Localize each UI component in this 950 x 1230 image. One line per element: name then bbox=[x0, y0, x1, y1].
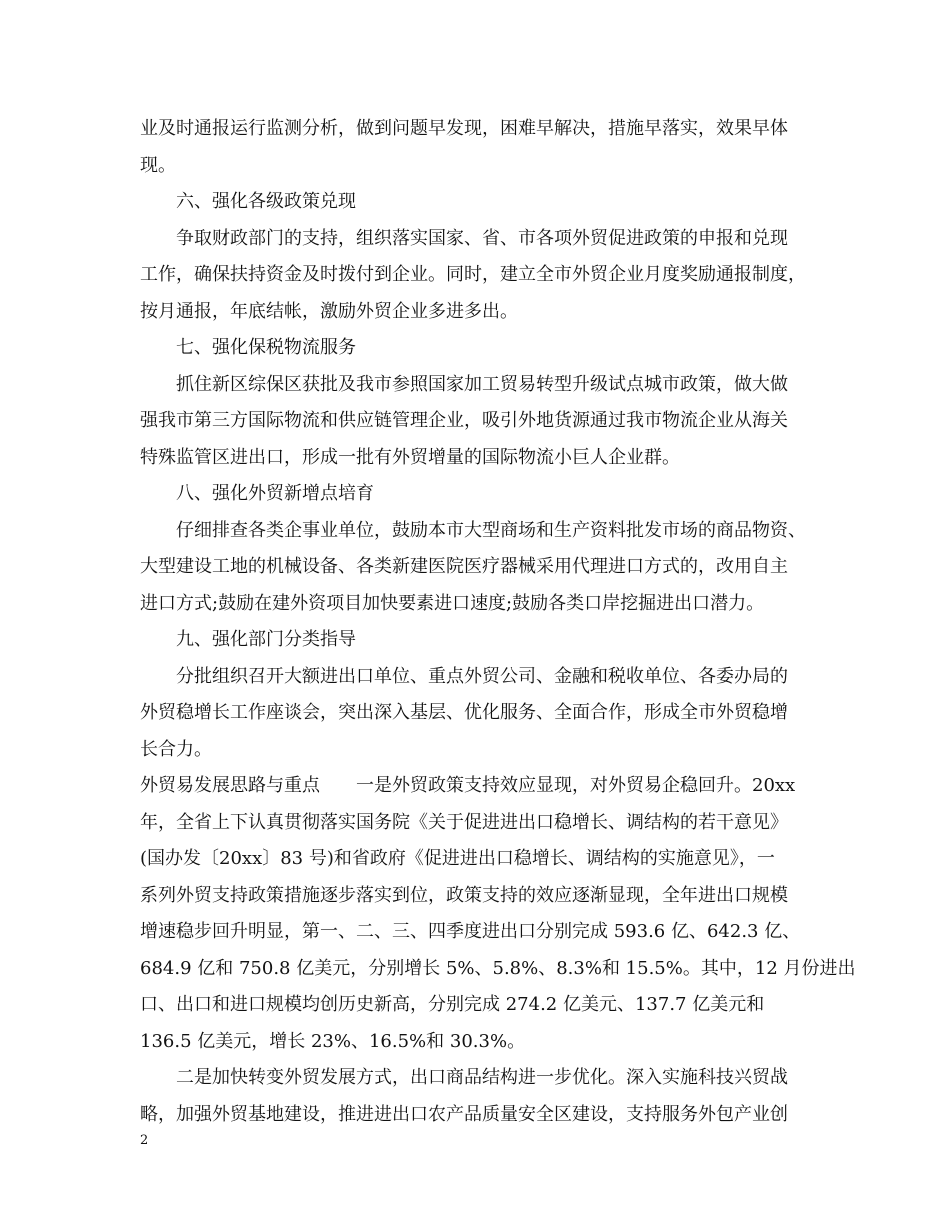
text-line: (国办发〔20xx〕83 号)和省政府《促进进出口稳增长、调结构的实施意见》，一 bbox=[140, 848, 775, 869]
text-line: 分批组织召开大额进出口单位、重点外贸公司、金融和税收单位、各委办局的 bbox=[140, 665, 788, 687]
text-line: 七、强化保税物流服务 bbox=[140, 337, 356, 358]
text-line: 按月通报，年底结帐，激励外贸企业多进多出。 bbox=[140, 300, 518, 322]
text-line: 业及时通报运行监测分析，做到问题早发现，困难早解决，措施早落实，效果早体 bbox=[140, 118, 788, 139]
text-line: 八、强化外贸新增点培育 bbox=[140, 483, 374, 504]
text-line: 仔细排查各类企事业单位，鼓励本市大型商场和生产资料批发市场的商品物资、 bbox=[140, 519, 806, 541]
text-line: 136.5 亿美元，增长 23%、16.5%和 30.3%。 bbox=[140, 1030, 526, 1052]
text-line: 工作，确保扶持资金及时拨付到企业。同时，建立全市外贸企业月度奖励通报制度， bbox=[140, 264, 806, 285]
text-line: 大型建设工地的机械设备、各类新建医院医疗器械采用代理进口方式的，改用自主 bbox=[140, 556, 788, 577]
text-line: 九、强化部门分类指导 bbox=[140, 629, 356, 650]
text-line: 强我市第三方国际物流和供应链管理企业，吸引外地货源通过我市物流企业从海关 bbox=[140, 410, 788, 431]
text-line: 684.9 亿和 750.8 亿美元，分别增长 5%、5.8%、8.3%和 15.5%。其中，12 月份进出 bbox=[140, 957, 856, 979]
text-line: 六、强化各级政策兑现 bbox=[140, 191, 356, 212]
text-line: 年，全省上下认真贯彻落实国务院《关于促进进出口稳增长、调结构的若干意见》 bbox=[140, 811, 788, 833]
text-line: 特殊监管区进出口，形成一批有外贸增量的国际物流小巨人企业群。 bbox=[140, 446, 680, 468]
text-line: 外贸易发展思路与重点 一是外贸政策支持效应显现，对外贸易企稳回升。20xx bbox=[140, 775, 796, 796]
text-line: 口、出口和进口规模均创历史新高，分别完成 274.2 亿美元、137.7 亿美元和 bbox=[140, 994, 765, 1015]
text-line: 二是加快转变外贸发展方式，出口商品结构进一步优化。深入实施科技兴贸战 bbox=[140, 1067, 788, 1088]
text-line: 外贸稳增长工作座谈会，突出深入基层、优化服务、全面合作，形成全市外贸稳增 bbox=[140, 702, 788, 723]
text-line: 略，加强外贸基地建设，推进进出口农产品质量安全区建设，支持服务外包产业创 bbox=[140, 1103, 788, 1125]
page-number: 2 bbox=[140, 1133, 149, 1148]
text-line: 系列外贸支持政策措施逐步落实到位，政策支持的效应逐渐显现，全年进出口规模 bbox=[140, 884, 788, 906]
text-line: 抓住新区综保区获批及我市参照国家加工贸易转型升级试点城市政策，做大做 bbox=[140, 373, 788, 395]
text-line: 长合力。 bbox=[140, 738, 212, 760]
text-line: 增速稳步回升明显，第一、二、三、四季度进出口分别完成 593.6 亿、642.3 亿、 bbox=[140, 921, 801, 942]
text-line: 争取财政部门的支持，组织落实国家、省、市各项外贸促进政策的申报和兑现 bbox=[140, 227, 788, 249]
text-line: 进口方式;鼓励在建外资项目加快要素进口速度;鼓励各类口岸挖掘进出口潜力。 bbox=[140, 592, 765, 614]
text-line: 现。 bbox=[140, 154, 176, 176]
